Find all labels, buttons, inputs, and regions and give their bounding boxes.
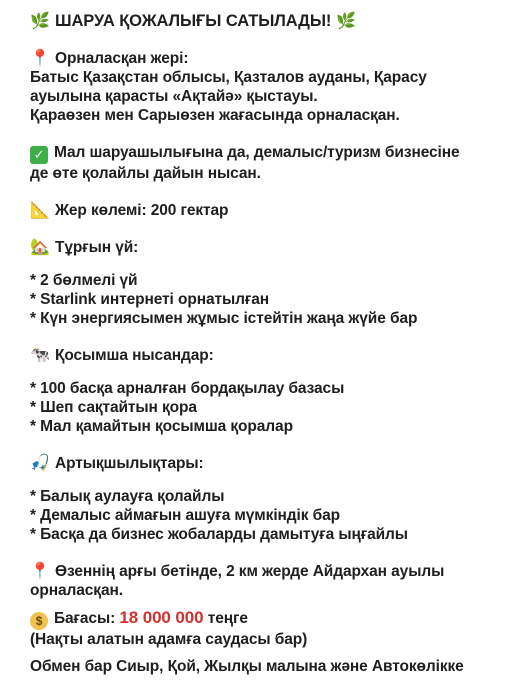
leaf-icon: 🌿	[30, 13, 50, 30]
advantages-heading-line	[30, 454, 485, 473]
list-item: * Басқа да бизнес жобаларды дамытуға ыңғайлы	[30, 525, 485, 544]
page-title: ШАРУА ҚОЖАЛЫҒЫ САТЫЛАДЫ!	[55, 12, 332, 30]
location-line: ауылына қарасты «Ақтайә» қыстауы.	[30, 88, 318, 105]
nearby-line: 📍 Өзеннің арғы бетінде, 2 км жерде Айдархан ауылы	[30, 563, 445, 580]
advantages-heading: Артықшылықтары:	[55, 455, 204, 472]
location-line: Қараөзен мен Сарыөзен жағасында орналасқан.	[30, 107, 400, 124]
suitability-line: де өте қолайлы дайын нысан.	[30, 165, 261, 182]
land-area-line	[30, 201, 485, 220]
money-bag-icon: $	[30, 612, 48, 630]
list-item: * Мал қамайтын қосымша қоралар	[30, 417, 485, 436]
pin-icon: 📍	[30, 50, 50, 67]
exchange-line: Обмен бар Сиыр, Қой, Жылқы малына және Автокөлікке	[30, 658, 464, 675]
check-icon: ✓	[30, 146, 48, 164]
price-note: (Нақты алатын адамға саудасы бар)	[30, 631, 308, 648]
house-heading: Тұрғын үй:	[55, 239, 139, 256]
cow-icon: 🐄	[30, 347, 50, 364]
title-line	[30, 12, 485, 31]
leaf-icon: 🌿	[336, 13, 357, 30]
house-heading-line	[30, 238, 485, 257]
house-icon: 🏡	[30, 239, 50, 256]
price-line	[30, 608, 485, 630]
list-item: * 100 басқа арналған бордақылау базасы	[30, 379, 485, 398]
facilities-heading: Қосымша нысандар:	[55, 347, 214, 364]
list-item: * Starlink интернеті орнатылған	[30, 290, 485, 309]
list-item: * Шеп сақтайтын қора	[30, 398, 485, 417]
list-item: * 2 бөлмелі үй	[30, 271, 485, 290]
price-amount: 18 000 000	[119, 608, 204, 627]
fishing-rod-icon: 🎣	[30, 455, 50, 472]
price-currency: теңге	[207, 610, 248, 627]
suitability-line: ✓ Мал шаруашылығына да, демалыс/туризм бизнесіне	[30, 143, 485, 164]
price-label: Бағасы:	[54, 610, 116, 627]
facilities-heading-line	[30, 346, 485, 365]
land-area: Жер көлемі: 200 гектар	[55, 202, 229, 219]
location-line: Батыс Қазақстан облысы, Қазталов ауданы, Қарасу	[30, 69, 427, 86]
location-heading-line	[30, 49, 485, 68]
list-item: * Балық аулауға қолайлы	[30, 487, 485, 506]
list-item: * Күн энергиясымен жұмыс істейтін жаңа жүйе бар	[30, 309, 485, 328]
ruler-icon: 📐	[30, 202, 50, 219]
nearby-line: орналасқан.	[30, 582, 123, 599]
pin-icon: 📍	[30, 563, 50, 580]
list-item: * Демалыс аймағын ашуға мүмкіндік бар	[30, 506, 485, 525]
location-heading: Орналасқан жері:	[55, 50, 189, 67]
